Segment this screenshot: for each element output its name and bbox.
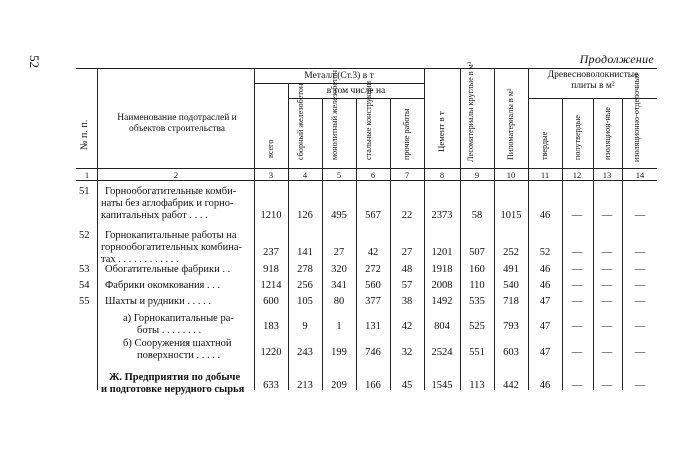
table-cell: 47 (539, 321, 551, 332)
table-cell: 272 (365, 264, 381, 275)
table-cell: 377 (365, 296, 381, 307)
table-cell: 27 (401, 247, 413, 258)
table-cell: 525 (469, 321, 485, 332)
table-cell: 47 (539, 296, 551, 307)
table-cell: 718 (503, 296, 519, 307)
column-number: 12 (572, 170, 582, 180)
table-cell: 2373 (431, 210, 453, 221)
row-name-line: тах . . . . . . . . . . . . (101, 254, 179, 265)
continuation-label: Продолжение (579, 52, 654, 66)
table-cell: 38 (401, 296, 413, 307)
table-cell: 278 (297, 264, 313, 275)
col-divider-1 (97, 68, 98, 390)
header-fb-insul: изоляцион-ные (603, 107, 612, 160)
table-cell: 9 (302, 321, 308, 332)
table-cell: 58 (471, 210, 483, 221)
table-cell: 32 (401, 347, 413, 358)
col-divider-3 (288, 83, 289, 390)
row-name-line: капитальных работ . . . . (101, 210, 208, 221)
table-cell: 47 (539, 347, 551, 358)
table-cell: 45 (401, 380, 413, 391)
header-metal-steel: стальные конструкции (364, 81, 373, 160)
header-bottom-rule (76, 168, 657, 169)
header-fiberboard-group: Древесноволокнистые плиты в м² (547, 70, 639, 91)
table-cell: — (601, 280, 613, 291)
table-cell: — (571, 280, 583, 291)
column-number: 6 (370, 170, 376, 180)
row-name-line: Ж. Предприятия по добыче (109, 372, 241, 383)
table-cell: 1214 (260, 280, 282, 291)
table-cell: 52 (539, 247, 551, 258)
table-cell: — (571, 247, 583, 258)
table-cell: 213 (297, 380, 313, 391)
column-number: 8 (439, 170, 445, 180)
table-cell: — (571, 264, 583, 275)
table-cell: 2008 (431, 280, 453, 291)
table-cell: 199 (331, 347, 347, 358)
table-cell: — (634, 347, 646, 358)
col-divider-8 (460, 68, 461, 390)
column-number: 2 (173, 170, 179, 180)
column-number: 10 (506, 170, 516, 180)
table-cell: — (601, 380, 613, 391)
col-divider-9 (494, 68, 495, 390)
table-cell: — (571, 296, 583, 307)
header-col-num: № п. п. (79, 119, 90, 150)
table-cell: 160 (469, 264, 485, 275)
table-cell: 540 (503, 280, 519, 291)
table-cell: 1015 (500, 210, 522, 221)
colnum-bottom-rule (76, 180, 657, 181)
column-number: 4 (302, 170, 308, 180)
header-metal-sub: в том числе на (326, 86, 386, 96)
row-number: 54 (79, 280, 90, 291)
row-number: 53 (79, 264, 90, 275)
row-name-line: Горнообогатительные комби- (105, 186, 237, 197)
header-metal-total: всего (266, 139, 275, 158)
table-cell: 551 (469, 347, 485, 358)
table-cell: — (571, 380, 583, 391)
row-name-line: Обогатительные фабрики . . (105, 264, 231, 275)
table-cell: — (634, 296, 646, 307)
row-name-line: а) Горнокапитальные ра- (123, 313, 234, 324)
table-cell: 567 (365, 210, 381, 221)
table-cell: 141 (297, 247, 313, 258)
row-name-line: наты без аглофабрик и горно- (101, 198, 234, 209)
table-cell: — (571, 347, 583, 358)
table-cell: 535 (469, 296, 485, 307)
table-cell: 320 (331, 264, 347, 275)
table-cell: 1201 (431, 247, 453, 258)
column-number: 9 (474, 170, 480, 180)
header-fb-insul-finish: изоляционно-отделочные (632, 73, 641, 162)
table-cell: 48 (401, 264, 413, 275)
header-cement: Цемент в т (436, 111, 446, 152)
column-number: 14 (635, 170, 645, 180)
column-number: 11 (540, 170, 550, 180)
table-cell: 1 (336, 321, 342, 332)
table-cell: 746 (365, 347, 381, 358)
column-number: 1 (84, 170, 90, 180)
header-metal-group: Металл (Ст.3) в т (304, 71, 374, 81)
header-sawnwood: Пиломатериалы в м³ (506, 88, 515, 160)
table-cell: 22 (401, 210, 413, 221)
row-number: 55 (79, 296, 90, 307)
column-number: 13 (602, 170, 612, 180)
table-cell: 918 (263, 264, 279, 275)
table-cell: 341 (331, 280, 347, 291)
table-cell: 2524 (431, 347, 453, 358)
col-divider-2 (254, 68, 255, 390)
table-cell: 46 (539, 210, 551, 221)
row-name-line: Горнокапитальные работы на (105, 230, 237, 241)
table-cell: 507 (469, 247, 485, 258)
table-cell: 793 (503, 321, 519, 332)
row-name-line: Шахты и рудники . . . . . (105, 296, 212, 307)
table-cell: — (601, 264, 613, 275)
table-cell: — (634, 210, 646, 221)
table-cell: 110 (469, 280, 485, 291)
table-cell: 113 (469, 380, 485, 391)
table-cell: 46 (539, 264, 551, 275)
table-cell: 252 (503, 247, 519, 258)
table-cell: 804 (434, 321, 450, 332)
header-fb-semihard: полутвердые (573, 115, 582, 160)
table-cell: 80 (333, 296, 345, 307)
table-cell: 46 (539, 380, 551, 391)
table-cell: — (634, 380, 646, 391)
row-name-line: б) Сооружения шахтной (123, 338, 232, 349)
table-cell: — (634, 264, 646, 275)
table-cell: 166 (365, 380, 381, 391)
table-cell: 243 (297, 347, 313, 358)
row-name-line: горнообогатительных комбина- (101, 242, 242, 253)
table-cell: — (634, 280, 646, 291)
header-metal-other: прочие работы (402, 108, 411, 160)
row-name-line: и подготовке нерудного сырья (101, 384, 245, 395)
table-cell: 1210 (260, 210, 282, 221)
table-cell: — (571, 210, 583, 221)
table-cell: 126 (297, 210, 313, 221)
table-cell: 1220 (260, 347, 282, 358)
table-cell: — (601, 296, 613, 307)
table-cell: 42 (401, 321, 413, 332)
table-cell: 256 (297, 280, 313, 291)
table-cell: 105 (297, 296, 313, 307)
table-cell: — (571, 321, 583, 332)
table-cell: 42 (367, 247, 379, 258)
table-cell: 209 (331, 380, 347, 391)
table-cell: 1492 (431, 296, 453, 307)
row-number: 51 (79, 186, 90, 197)
row-name-line: поверхности . . . . . (137, 350, 221, 361)
col-divider-10 (528, 68, 529, 390)
header-metal-prefab: сборный железобетон (296, 83, 305, 160)
table-cell: 1545 (431, 380, 453, 391)
header-col-name: Наименование подотраслей и объектов строительства (117, 113, 237, 134)
row-number: 52 (79, 230, 90, 241)
metal-group-rule (254, 83, 424, 84)
table-cell: — (601, 210, 613, 221)
col-divider-7 (424, 68, 425, 390)
table-cell: — (601, 347, 613, 358)
table-cell: — (634, 247, 646, 258)
table-cell: 237 (263, 247, 279, 258)
header-fb-hard: твердые (540, 131, 549, 160)
page-number: 52 (27, 55, 42, 68)
table-cell: 131 (365, 321, 381, 332)
table-cell: 1918 (431, 264, 453, 275)
column-number: 7 (404, 170, 410, 180)
table-cell: 46 (539, 280, 551, 291)
table-cell: 57 (401, 280, 413, 291)
table-cell: 603 (503, 347, 519, 358)
table-cell: 495 (331, 210, 347, 221)
column-number: 5 (336, 170, 342, 180)
header-roundwood: Лесоматериалы круглые в м³ (466, 61, 475, 162)
table-cell: — (634, 321, 646, 332)
row-name-line: боты . . . . . . . . (137, 325, 202, 336)
table-cell: 442 (503, 380, 519, 391)
table-cell: 27 (333, 247, 345, 258)
row-name-line: Фабрики окомкования . . . (105, 280, 221, 291)
table-cell: — (601, 321, 613, 332)
table-cell: 560 (365, 280, 381, 291)
column-number: 3 (268, 170, 274, 180)
table-cell: — (601, 247, 613, 258)
table-cell: 491 (503, 264, 519, 275)
table-cell: 600 (263, 296, 279, 307)
table-cell: 183 (263, 321, 279, 332)
header-metal-monolith: монолитный железобетон (330, 70, 339, 160)
table-cell: 633 (263, 380, 279, 391)
